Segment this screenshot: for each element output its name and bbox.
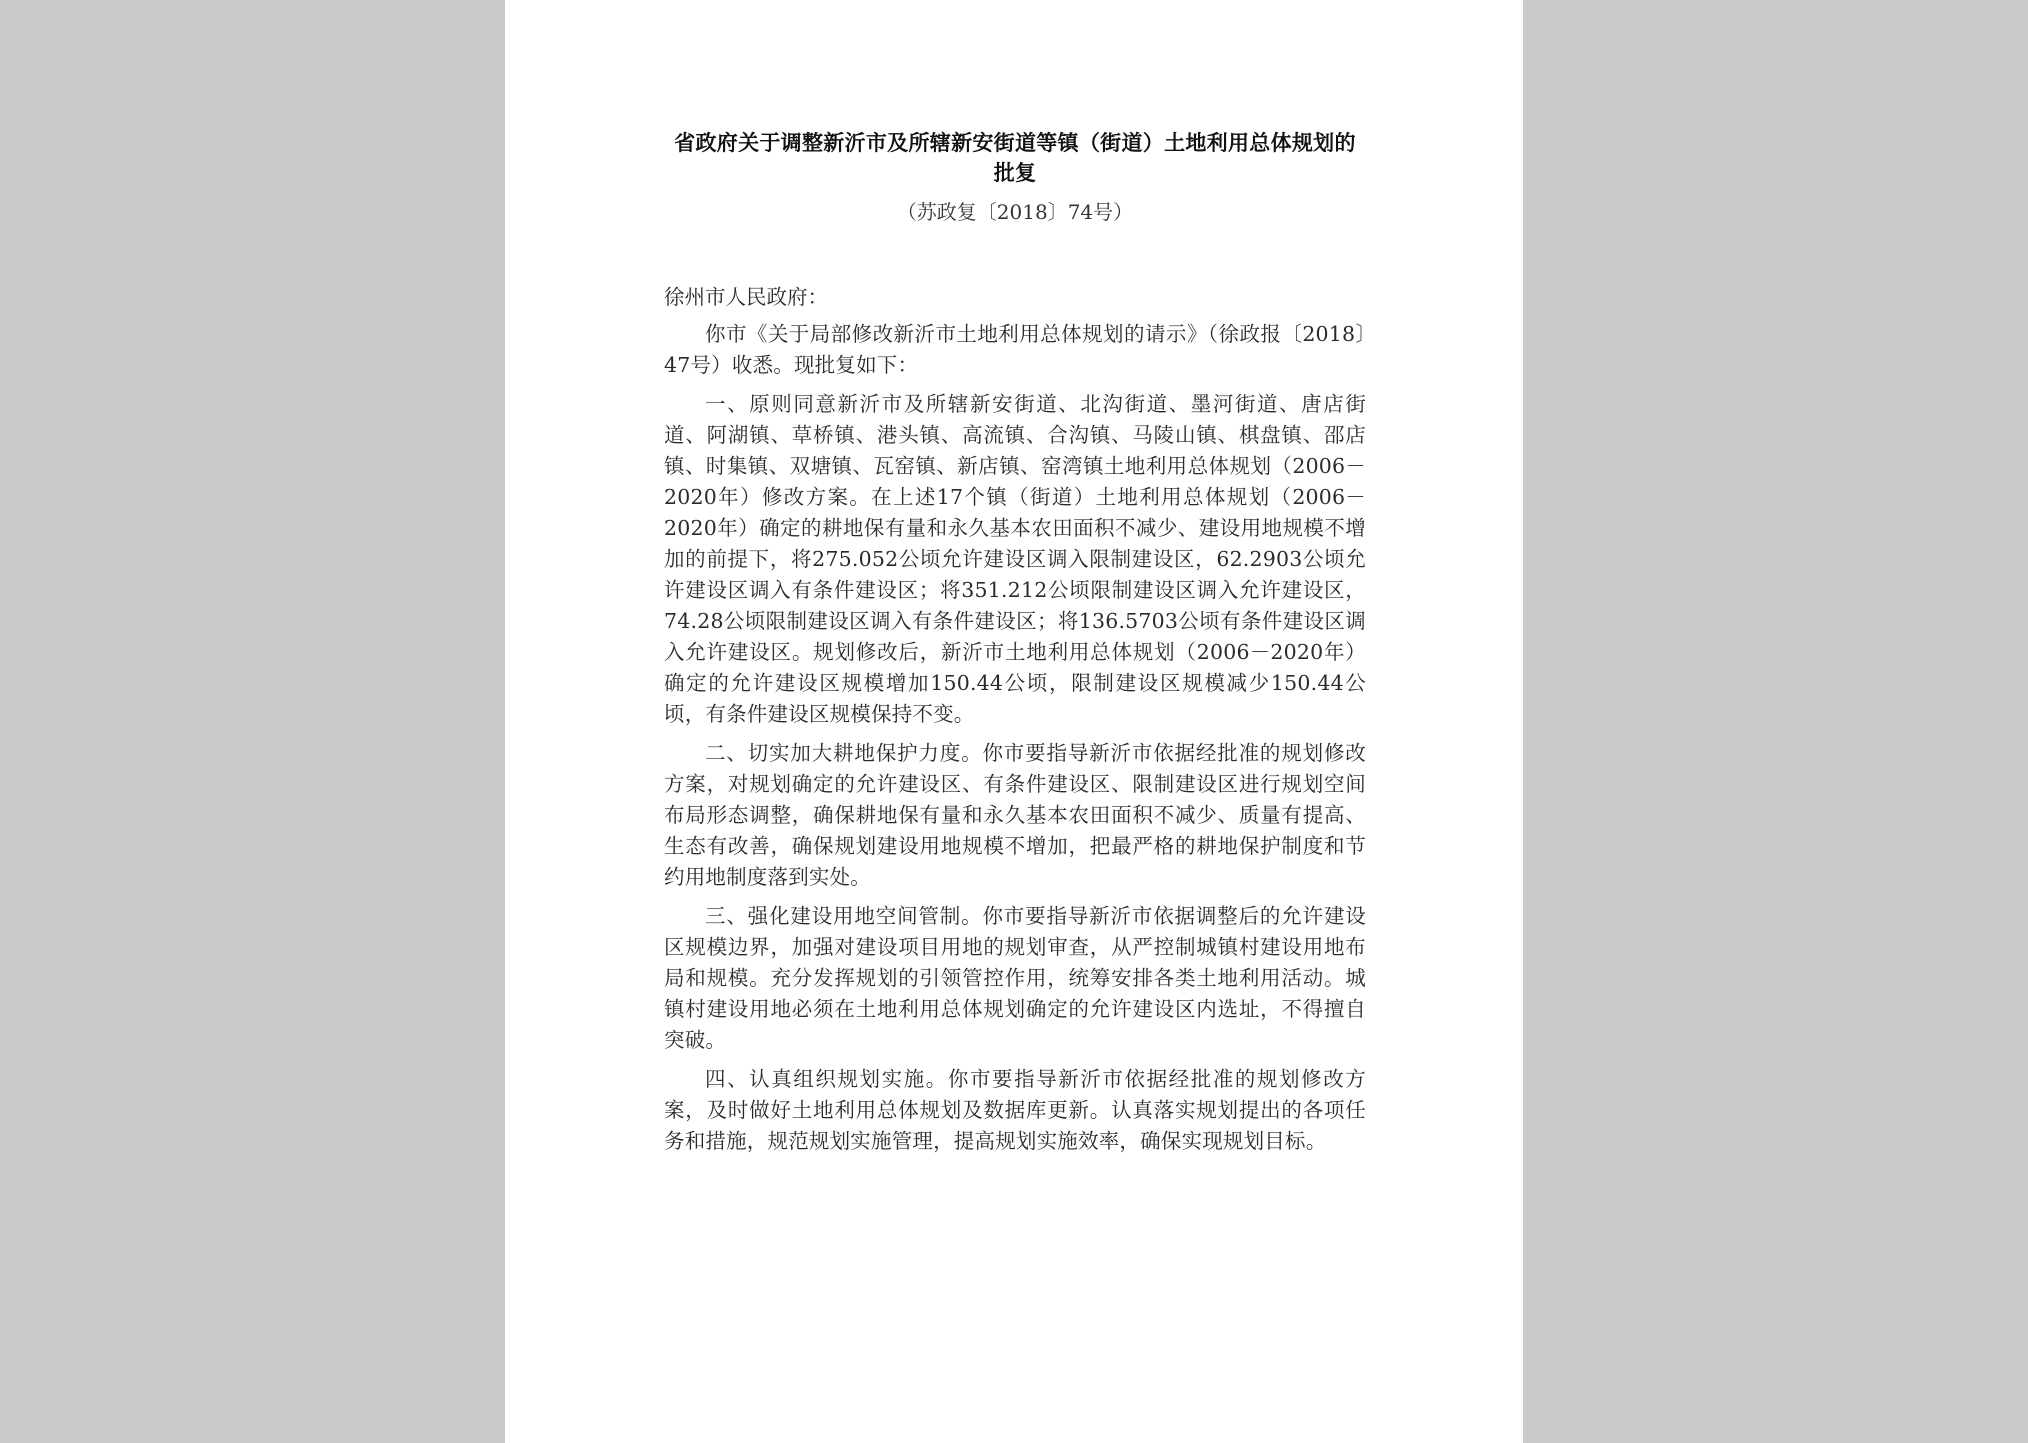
document-page: [505, 0, 1523, 1443]
body-paragraph-1: 一、原则同意新沂市及所辖新安街道、北沟街道、墨河街道、唐店街道、阿湖镇、草桥镇、港头镇、高流镇、合沟镇、马陵山镇、棋盘镇、邵店镇、时集镇、双塘镇、瓦窑镇、新店镇、窑湾镇土地利用总体规划（2006－2020年）修改方案。在上述17个镇（街道）土地利用总体规划（2006－2020年）确定的耕地保有量和永久基本农田面积不减少、建设用地规模不增加的前提下，将275.052公顷允许建设区调入限制建设区，62.2903公顷允许建设区调入有条件建设区；将351.212公顷限制建设区调入允许建设区，74.28公顷限制建设区调入有条件建设区；将136.5703公顷有条件建设区调入允许建设区。规划修改后，新沂市土地利用总体规划（2006－2020年）确定的允许建设区规模增加150.44公顷，限制建设区规模减少150.44公顷，有条件建设区规模保持不变。: [664, 392, 1366, 726]
document-title: 省政府关于调整新沂市及所辖新安街道等镇（街道）土地利用总体规划的批复: [674, 131, 1356, 185]
body-paragraph-4: 四、认真组织规划实施。你市要指导新沂市依据经批准的规划修改方案，及时做好土地利用总体规划及数据库更新。认真落实规划提出的各项任务和措施，规范规划实施管理，提高规划实施效率，确保实现规划目标。: [664, 1067, 1366, 1153]
body-paragraph-intro: 你市《关于局部修改新沂市土地利用总体规划的请示》（徐政报〔2018〕47号）收悉。现批复如下：: [664, 322, 1366, 377]
body-paragraph-2: 二、切实加大耕地保护力度。你市要指导新沂市依据经批准的规划修改方案，对规划确定的允许建设区、有条件建设区、限制建设区进行规划空间布局形态调整，确保耕地保有量和永久基本农田面积不减少、质量有提高、生态有改善，确保规划建设用地规模不增加，把最严格的耕地保护制度和节约用地制度落到实处。: [664, 741, 1366, 889]
document-number: （苏政复〔2018〕74号）: [896, 200, 1134, 224]
body-paragraph-3: 三、强化建设用地空间管制。你市要指导新沂市依据调整后的允许建设区规模边界，加强对建设项目用地的规划审查，从严控制城镇村建设用地布局和规模。充分发挥规划的引领管控作用，统筹安排各类土地利用活动。城镇村建设用地必须在土地利用总体规划确定的允许建设区内选址，不得擅自突破。: [664, 904, 1366, 1052]
addressee: 徐州市人民政府：: [664, 285, 828, 309]
